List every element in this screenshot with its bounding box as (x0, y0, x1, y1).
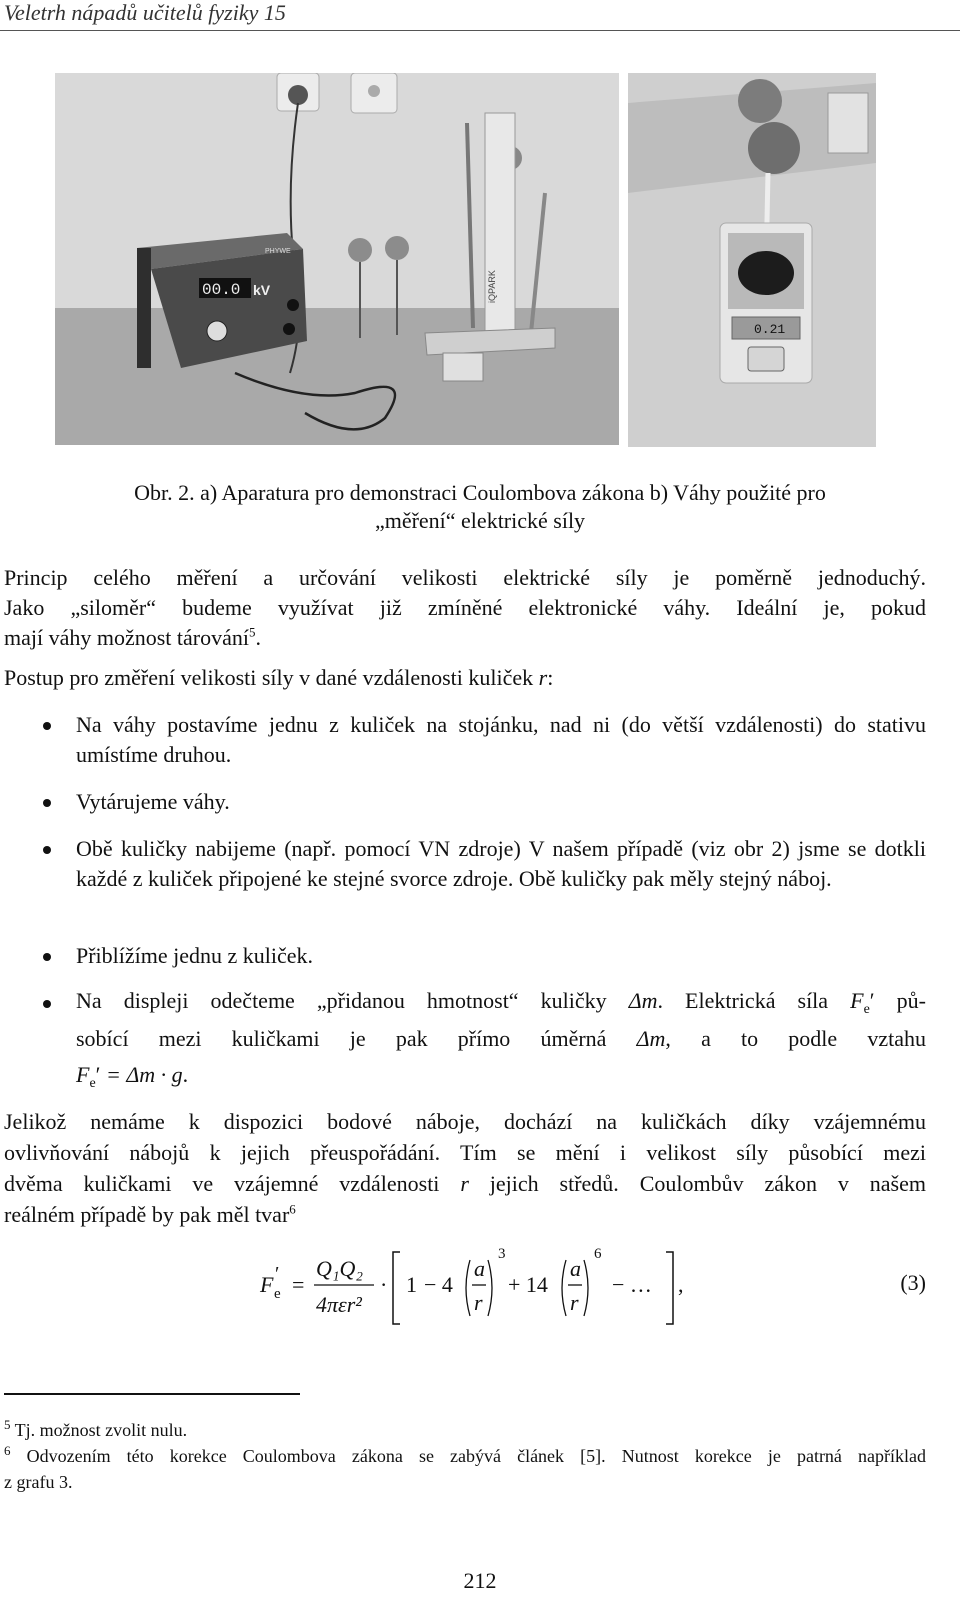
figure-caption-line1: Obr. 2. a) Aparatura pro demonstraci Coulombova zákona b) Váhy použité pro (134, 480, 826, 505)
eq-rhs: = Δm · g (105, 1062, 183, 1087)
equation-minus-four: − 4 (424, 1272, 453, 1297)
equation-numerator: Q₁Q₂ (316, 1256, 364, 1281)
footnote-5 (4, 1418, 926, 1442)
figure-photo-scale (628, 73, 876, 447)
list-item-5-text-c: pů- (874, 988, 926, 1013)
paren-left-1 (466, 1260, 470, 1316)
scale-readout: 0.21 (754, 322, 786, 337)
paragraph-3-var-r: r (460, 1171, 469, 1196)
paragraph-3-line4-text: reálném případě by pak měl tvar (4, 1202, 290, 1227)
footnote-6 (4, 1444, 926, 1468)
equation-ellipsis: − … (612, 1272, 652, 1297)
bullet-2 (43, 799, 51, 807)
paragraph-3-line3a: dvěma kuličkami ve vzájemné vzdálenosti (4, 1171, 461, 1196)
list-item-5-line2a: sobící mezi kuličkami je pak přímo úměrná (76, 1026, 637, 1051)
paren-left-2 (562, 1260, 566, 1316)
display-unit: kV (253, 282, 271, 298)
paragraph-3-line2: ovlivňování nábojů k jejich přeuspořádání. Tím se mění i velikost síly působící mezi (4, 1140, 926, 1165)
variable-r: r (538, 665, 548, 690)
equation-lhs: F (260, 1272, 274, 1297)
list-item-5-text-a: Na displeji odečteme „přidanou hmotnost“ kuličky (76, 988, 629, 1013)
eq-end: . (182, 1062, 189, 1087)
paragraph-1-line2: Jako „siloměr“ budeme využívat již zmíněné elektronické váhy. Ideální je, pokud (4, 595, 926, 620)
paragraph-1-line3 (4, 623, 926, 653)
scale-illustration (628, 73, 876, 447)
paragraph-1-end: . (255, 625, 261, 650)
bullet-3 (43, 846, 51, 854)
equation-plus-fourteen: + 14 (508, 1272, 548, 1297)
paragraph-1-line3-text: mají váhy možnost tárování (4, 625, 249, 650)
running-header (0, 0, 960, 30)
apparatus-illustration (55, 73, 619, 445)
paragraph-2 (4, 663, 926, 693)
footnote-rule (4, 1393, 300, 1395)
force-subscript: e (863, 1002, 870, 1017)
footnote-ref-6: 6 (289, 1201, 296, 1217)
list-item-5-line1 (76, 986, 926, 1025)
equation-lhs-sub: e (274, 1286, 281, 1302)
eq-force-sub: e (89, 1076, 96, 1091)
equation-one: 1 (406, 1272, 417, 1297)
paragraph-3-line1: Jelikož nemáme k dispozici bodové náboje, dochází na kuličkách díky vzájemnému (4, 1109, 926, 1134)
equation-dot: · (380, 1272, 388, 1297)
page-number: 212 (463, 1568, 497, 1593)
paragraph-1-line1: Princip celého měření a určování velikosti elektrické síly je poměrně jednoduchý. (4, 565, 926, 590)
figure-caption-line2: „měření“ elektrické síly (374, 508, 586, 533)
footnote-5-text: Tj. možnost zvolit nulu. (10, 1420, 188, 1440)
header-rule (0, 30, 960, 31)
list-item-4: Přiblížíme jednu z kuliček. (76, 943, 314, 968)
equation-denominator: 4πεr² (316, 1292, 362, 1317)
header-title: Veletrh nápadů učitelů fyziky 15 (4, 0, 286, 25)
ruler-text: iQPARK (487, 270, 497, 303)
display-readout: 00.0 (202, 281, 241, 299)
paragraph-3-line3 (4, 1169, 926, 1199)
list-item-3: Obě kuličky nabijeme (např. pomocí VN zdroje) V našem případě (viz obr 2) jsme se dotkli každé z kuliček připojené ke stejné svorce zdroje. Obě kuličky pak měly stejný náboj. (76, 836, 926, 891)
bracket-left (393, 1252, 400, 1324)
footnote-5-mark: 5 (4, 1417, 11, 1432)
figure-photo-apparatus (55, 73, 619, 445)
list-item-2: Vytárujeme váhy. (76, 789, 230, 814)
equation-pow-3: 3 (498, 1246, 506, 1262)
equation-number: (3) (900, 1270, 926, 1295)
force-prime: ′ (869, 988, 875, 1013)
paren-right-2 (584, 1260, 588, 1316)
list-item-1: Na váhy postavíme jednu z kuliček na stojánku, nad ni (do větší vzdálenosti) do stativu umístíme druhou. (76, 712, 926, 767)
footnote-ref-5: 5 (249, 624, 256, 640)
equation-3 (250, 1244, 700, 1334)
bullet-1 (43, 722, 51, 730)
eq-force-prime: ′ (95, 1062, 101, 1087)
equation-r-1: r (474, 1290, 483, 1315)
eq-force: F (76, 1062, 90, 1087)
paragraph-3-line4 (4, 1200, 926, 1230)
equation-a-1: a (474, 1256, 485, 1281)
delta-m-2: Δm (636, 1026, 666, 1051)
footnote-6-text: Odvozením této korekce Coulombova zákona se zabývá článek [5]. Nutnost korekce je patrná například (10, 1446, 926, 1466)
equation-r-2: r (570, 1290, 579, 1315)
bracket-right (666, 1252, 673, 1324)
force-symbol: F (850, 988, 864, 1013)
paragraph-3-line3b: jejich středů. Coulombův zákon v našem (468, 1171, 926, 1196)
footnote-6-mark: 6 (4, 1443, 11, 1458)
paren-right-1 (488, 1260, 492, 1316)
bullet-5 (43, 1000, 51, 1008)
list-item-5-equation (76, 1060, 926, 1099)
delta-m: Δm (628, 988, 658, 1013)
footnote-6-line2: z grafu 3. (4, 1472, 73, 1492)
equation-equals: = (292, 1272, 305, 1297)
equation-prime: ′ (275, 1263, 280, 1285)
list-item-5-text-b: . Elektrická síla (657, 988, 851, 1013)
equation-a-2: a (570, 1256, 581, 1281)
equation-comma: , (678, 1272, 684, 1297)
paragraph-2-end: : (547, 665, 554, 690)
bullet-4 (43, 953, 51, 961)
brand-logo: PHYWE (265, 248, 291, 255)
paragraph-2-text: Postup pro změření velikosti síly v dané vzdálenosti kuliček (4, 665, 539, 690)
list-item-5-line2b: , a to podle vztahu (665, 1026, 926, 1051)
list-item-5-line2 (76, 1024, 926, 1054)
equation-pow-6: 6 (594, 1246, 602, 1262)
